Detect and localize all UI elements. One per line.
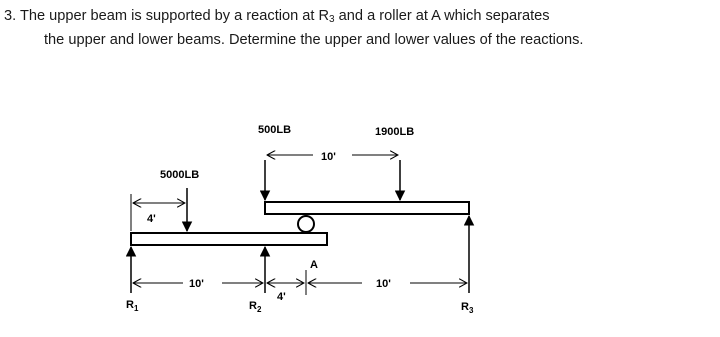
reaction-r2-label (249, 300, 262, 314)
roller-a (298, 216, 314, 232)
reaction-r3-label (461, 301, 474, 315)
dim-10-bottom-right-label: 10' (376, 278, 391, 290)
load-500-label: 500LB (258, 124, 292, 136)
load-5000-label: 5000LB (160, 169, 200, 181)
dim-10-bottom-left-label: 10' (189, 278, 204, 290)
roller-a-label: A (310, 259, 318, 271)
problem-line-1-text-end: and a roller at A which separates (334, 8, 550, 24)
dim-4-bottom-label: 4' (277, 291, 286, 303)
dim-10-top-label: 10' (321, 151, 336, 163)
problem-line-1-subscript: 3 (329, 14, 335, 25)
reaction-r1-label (126, 299, 139, 313)
load-1900-label: 1900LB (375, 126, 415, 138)
problem-line-2: the upper and lower beams. Determine the upper and lower values of the reactions. (44, 32, 584, 48)
reaction-r3-base: R (461, 301, 469, 313)
problem-line-1-text: 3. The upper beam is supported by a reaction at R (4, 8, 330, 24)
dim-4-left-label: 4' (147, 213, 156, 225)
reaction-r3-sub: 3 (468, 306, 474, 315)
reaction-r2-base: R (249, 300, 257, 312)
lower-beam (131, 233, 327, 245)
reaction-r1-base: R (126, 299, 134, 311)
reaction-r2-sub: 2 (256, 305, 262, 314)
reaction-r1-sub: 1 (133, 304, 139, 313)
upper-beam (265, 202, 469, 214)
